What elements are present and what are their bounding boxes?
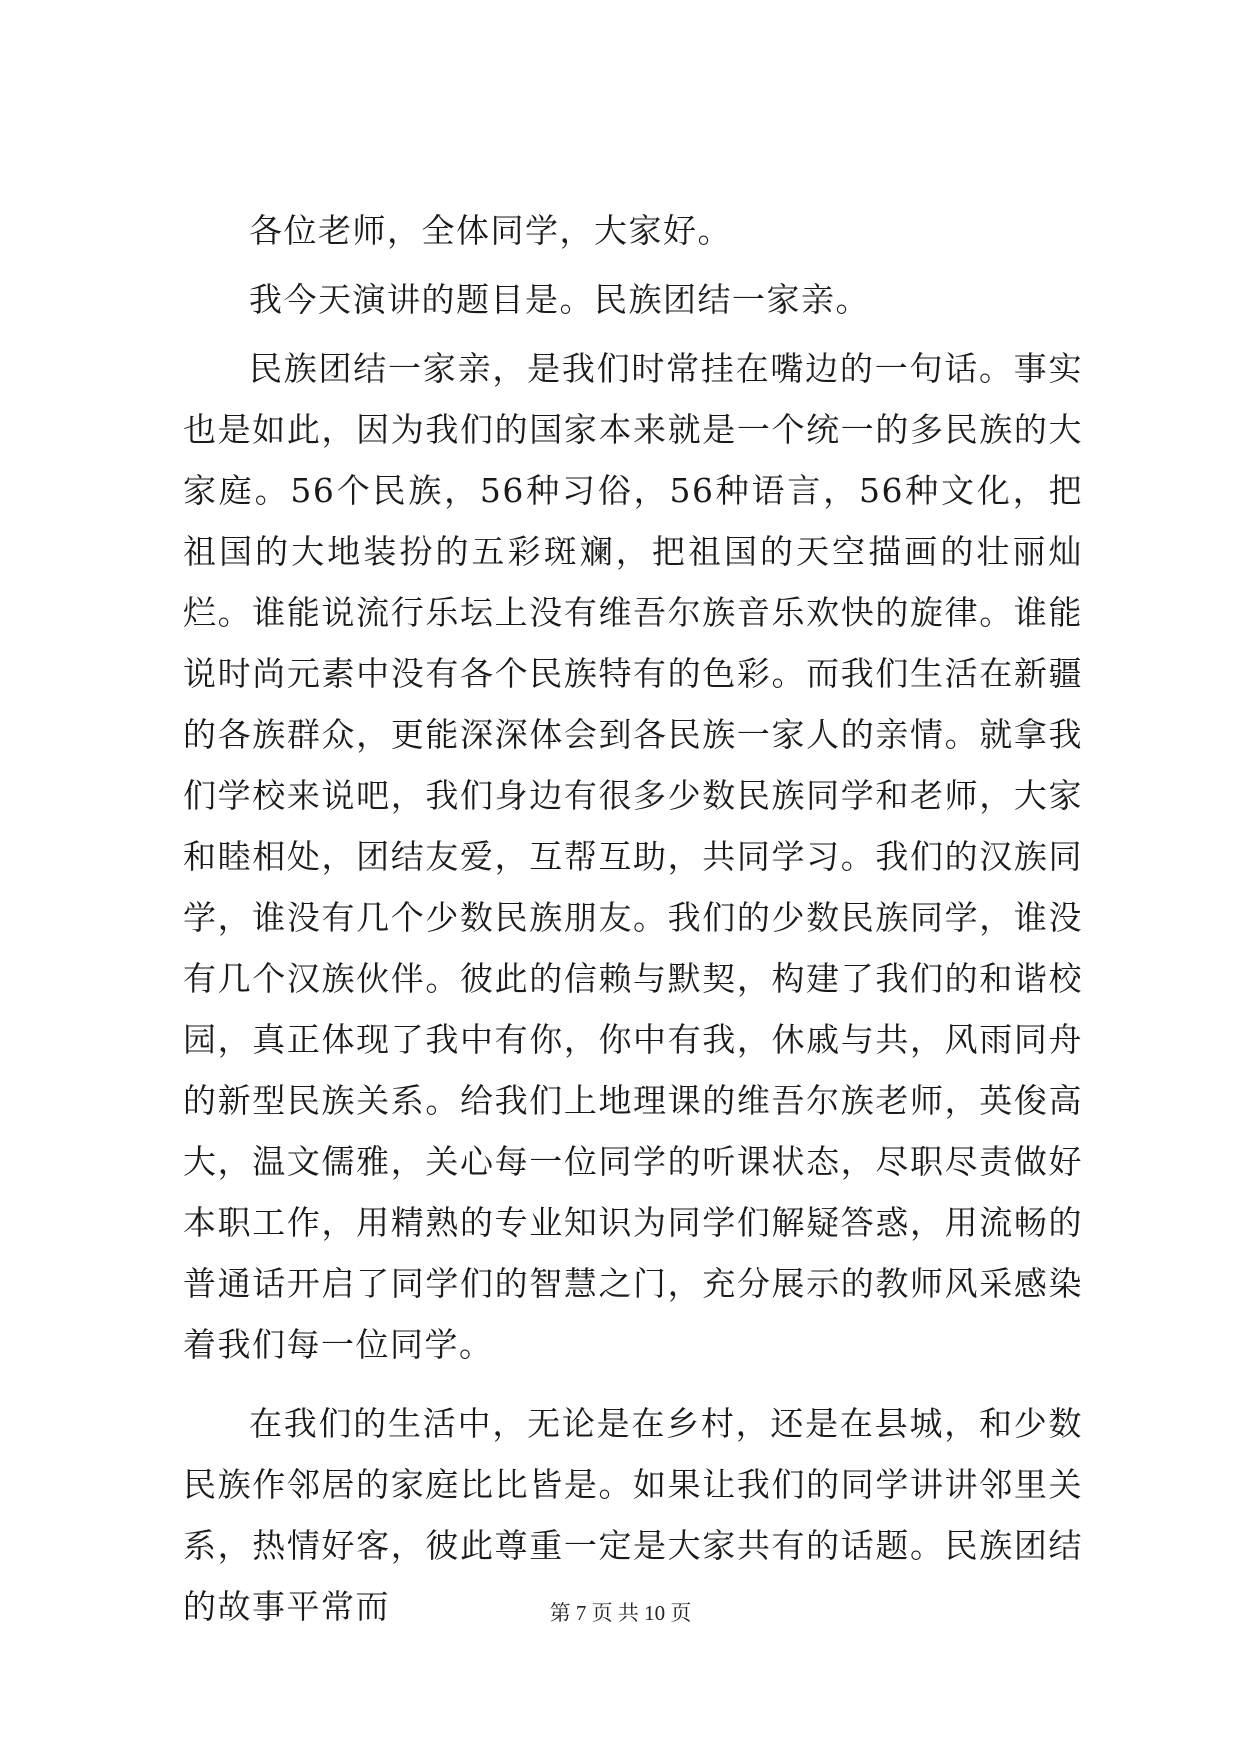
paragraph-body-1: 民族团结一家亲，是我们时常挂在嘴边的一句话。事实也是如此，因为我们的国家本来就是一个统一的多民族的大家庭。56个民族，56种习俗，56种语言，56种文化，把祖国的大地装扮的五彩斑斓，把祖国的天空描画的壮丽灿烂。谁能说流行乐坛上没有维吾尔族音乐欢快的旋律。谁能说时尚元素中没有各个民族特有的色彩。而我们生活在新疆的各族群众，更能深深体会到各民族一家人的亲情。就拿我们学校来说吧，我们身边有很多少数民族同学和老师，大家和睦相处，团结友爱，互帮互助，共同学习。我们的汉族同学，谁没有几个少数民族朋友。我们的少数民族同学，谁没有几个汉族伙伴。彼此的信赖与默契，构建了我们的和谐校园，真正体现了我中有你，你中有我，休戚与共，风雨同舟的新型民族关系。给我们上地理课的维吾尔族老师，英俊高大，温文儒雅，关心每一位同学的听课状态，尽职尽责做好本职工作，用精熟的专业知识为同学们解疑答惑，用流畅的普通话开启了同学们的智慧之门，充分展示的教师风采感染着我们每一位同学。 [183,349,1083,1364]
document-body [183,200,1083,1637]
paragraph-body-2: 在我们的生活中，无论是在乡村，还是在县城，和少数民族作邻居的家庭比比皆是。如果让我们的同学讲讲邻里关系，热情好客，彼此尊重一定是大家共有的话题。民族团结的故事平常而 [183,1404,1083,1626]
paragraph-greeting: 各位老师，全体同学，大家好。 [249,211,732,250]
page-number-footer: 第 7 页 共 10 页 [549,1601,692,1625]
paragraph-topic: 我今天演讲的题目是。民族团结一家亲。 [249,280,870,319]
